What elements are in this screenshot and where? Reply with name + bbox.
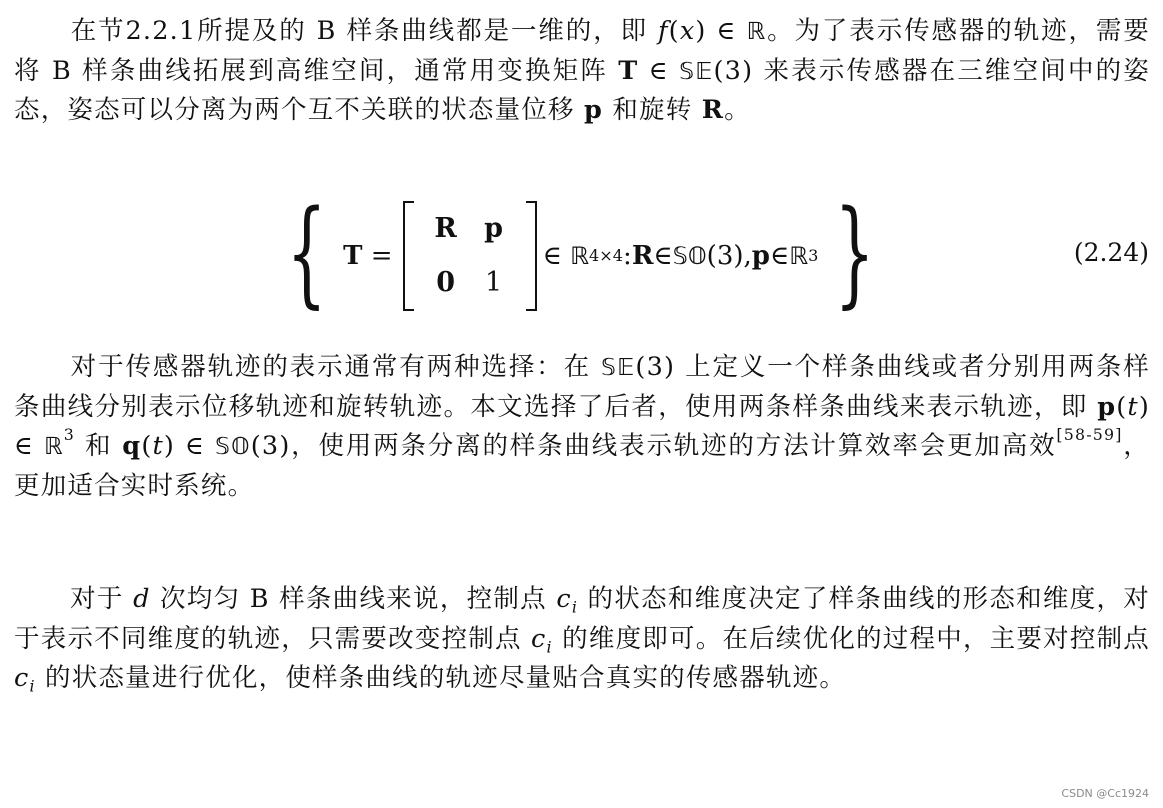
text: (: [1116, 391, 1128, 422]
text: ∈: [638, 55, 680, 86]
math-sub-i: i: [29, 676, 36, 696]
math-t: t: [1127, 391, 1139, 422]
eq-R: R: [631, 241, 654, 271]
text: 的状态量进行优化，使样条曲线的轨迹尽量贴合真实的传感器轨迹。: [35, 663, 847, 694]
text: 次均匀 B 样条曲线来说，控制点: [150, 584, 557, 614]
eq-reals: ℝ: [789, 242, 809, 270]
text: ) ∈: [14, 391, 1150, 462]
eq-SO: 𝕊𝕆: [672, 242, 707, 270]
eq-reals: ℝ: [570, 242, 590, 270]
eq-colon: :: [623, 241, 632, 271]
math-f: f: [658, 16, 669, 46]
math-SE: 𝕊𝔼: [601, 353, 636, 381]
eq-equals: =: [370, 241, 393, 271]
text: (3)，使用两条分离的样条曲线表示轨迹的方法计算效率会更加高效: [250, 431, 1057, 462]
matrix-cell-one: 1: [485, 267, 503, 298]
math-c: c: [531, 623, 547, 654]
equation-number: (2.24): [1073, 238, 1149, 267]
math-x: x: [679, 16, 696, 46]
math-p: p: [584, 95, 604, 126]
text: ，更加适合实时系统。: [14, 431, 1151, 502]
math-t: t: [152, 431, 164, 462]
math-c: c: [556, 584, 572, 614]
math-q: q: [122, 431, 142, 462]
text: 在节2.2.1所提及的 B 样条曲线都是一维的，即: [70, 16, 659, 46]
text: ) ∈: [163, 431, 216, 462]
matrix-cell-zero: 0: [436, 267, 455, 298]
text: 的维度即可。在后续优化的过程中，主要对控制点: [552, 623, 1150, 654]
matrix-left-bracket: [403, 201, 414, 311]
math-SO: 𝕊𝕆: [215, 432, 251, 461]
eq-p: p: [751, 241, 770, 271]
math-T: T: [618, 55, 639, 86]
math-SE: 𝕊𝔼: [679, 56, 714, 85]
math-p: p: [1097, 391, 1117, 422]
text: 对于传感器轨迹的表示通常有两种选择：在: [70, 352, 602, 382]
math-sub-i: i: [571, 597, 579, 617]
eq-lhs: T: [343, 241, 363, 271]
text: (: [141, 431, 153, 462]
math-reals: ℝ: [746, 17, 767, 45]
matrix-cell-R: R: [434, 213, 457, 244]
eq-arg: (3),: [706, 241, 752, 271]
text: ) ∈: [695, 16, 747, 46]
text: 。: [724, 95, 751, 126]
matrix-cell-p: p: [484, 213, 504, 244]
eq-in: ∈: [769, 241, 790, 271]
text: 对于: [70, 584, 134, 614]
text: 的状态和维度决定了样条曲线的形态和维度，对于表示不同维度的轨迹，只需要改变控制点: [14, 584, 1150, 654]
text: 和: [75, 431, 123, 462]
math-c: c: [14, 663, 30, 694]
right-brace: }: [834, 185, 876, 320]
math-sub-i: i: [546, 637, 553, 657]
math-d: d: [133, 584, 151, 614]
eq-in: ∈: [542, 241, 562, 271]
paragraph-trajectory-choice: [14, 348, 1150, 507]
math-R: R: [701, 95, 725, 126]
csdn-watermark: CSDN @Cc1924: [1061, 787, 1149, 800]
block-matrix: [403, 201, 537, 311]
text: (3) 上定义一个样条曲线或者分别用两条样条曲线分别表示位移轨迹和旋转轨迹。本文选择了后者，使用两条样条曲线来表示轨迹，即: [14, 352, 1151, 422]
text: (3) 来表示传感器在三维空间中的姿态，姿态可以分离为两个互不关联的状态量位移: [14, 55, 1151, 126]
eq-in: ∈: [653, 241, 673, 271]
paragraph-pose-representation: [14, 12, 1150, 131]
text: (: [668, 16, 680, 46]
text: 和旋转: [603, 95, 702, 126]
math-reals: ℝ: [44, 432, 64, 461]
equation-2-24: [0, 185, 1163, 320]
citation: [58-59]: [1056, 425, 1123, 445]
matrix-cells: [414, 209, 526, 303]
math-sup-3: 3: [63, 425, 76, 445]
equation-body: [270, 185, 892, 320]
text: 。为了表示传感器的轨迹，需要将 B 样条曲线拓展到高维空间，通常用变换矩阵: [14, 16, 1150, 86]
left-brace: {: [286, 185, 327, 320]
equation-content: T = R p 0 1 ∈ ℝ 4×4 : R ∈ 𝕊𝕆 (3), p ∈ ℝ 3: [343, 201, 818, 311]
matrix-right-bracket: [526, 201, 537, 311]
paragraph-control-points: [14, 580, 1150, 699]
